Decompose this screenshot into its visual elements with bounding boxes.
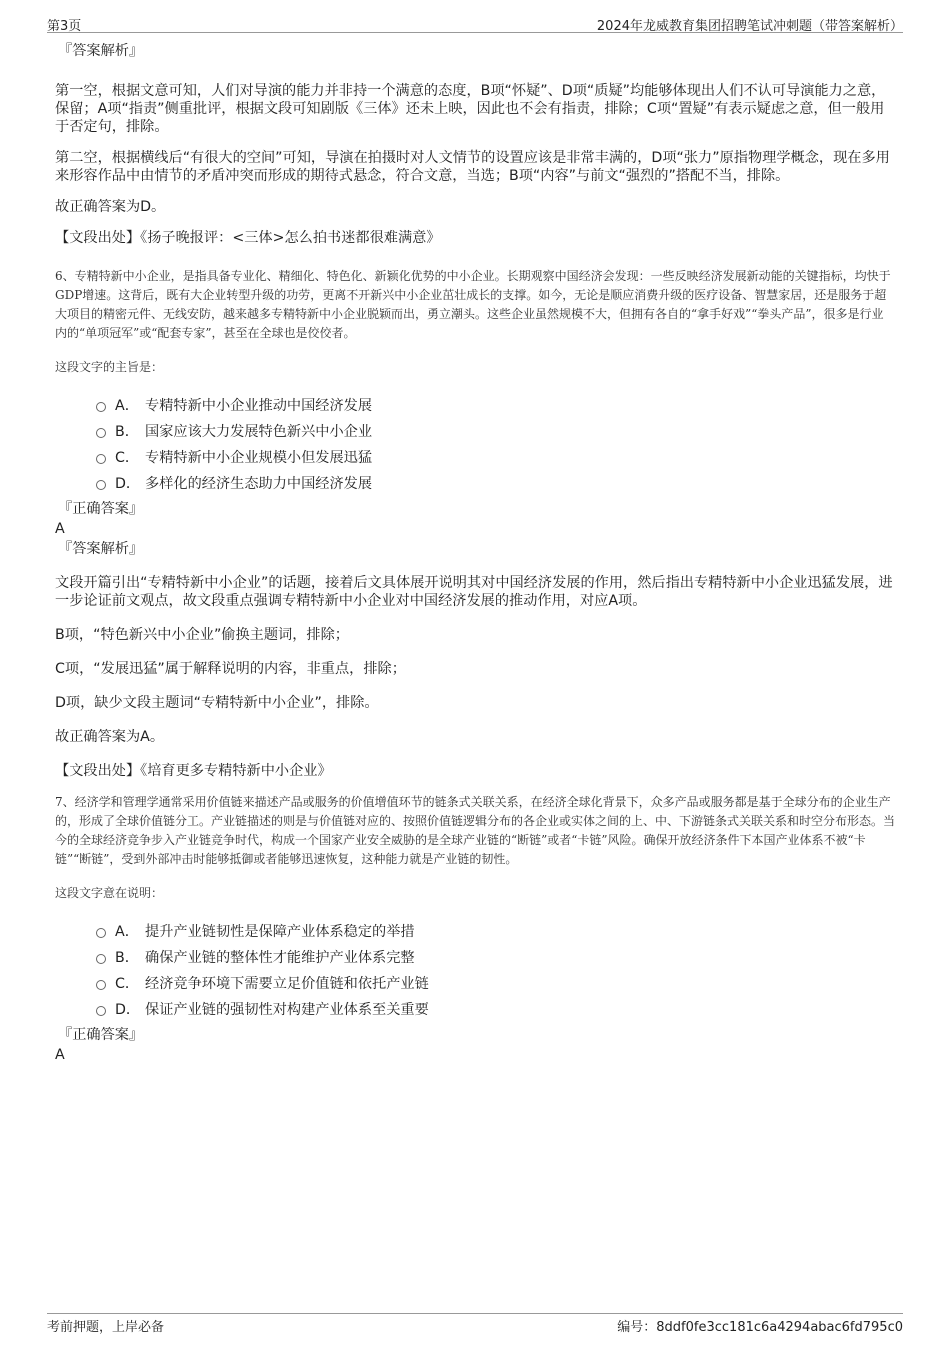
page-header xyxy=(47,12,903,33)
q5-analysis-label: 『答案解析』 xyxy=(58,43,144,59)
q6-options xyxy=(55,393,895,497)
q6-analysis-para1: 文段开篇引出“专精特新中小企业”的话题，接着后文具体展开说明其对中国经济发展的作用，然后指出专精特新中小企业迅猛发展，进一步论证前文观点，故文段重点强调专精特新中小企业对中国经济发展的推动作用，对应A项。 xyxy=(55,575,893,609)
document-code: 编号：8ddf0fe3cc181c6a4294abac6fd795c0 xyxy=(617,1320,903,1335)
q7-stem: 7、经济学和管理学通常采用价值链来描述产品或服务的价值增值环节的链条式关联关系，在经济全球化背景下，众多产品或服务都是基于全球分布的企业生产的，形成了全球价值链分工。产业链描述的则是与价值链对应的、按照价值链逻辑分布的各企业或实体之间的上、中、下游链条式关联关系和时空分布形态。当今的全球经济竞争步入产业链竞争时代，构成一个国家产业安全威胁的是全球产业链的“断链”或者“卡链”风险。确保开放经济条件下本国产业体系不被“卡链”“断链”，受到外部冲击时能够抵御或者能够迅速恢复，这种能力就是产业链的韧性。 xyxy=(55,795,896,866)
radio-icon[interactable] xyxy=(96,480,106,490)
q6-analysis-label: 『答案解析』 xyxy=(58,541,144,557)
q7-answer-label: 『正确答案』 xyxy=(58,1027,144,1043)
q5-analysis-para1: 第一空，根据文意可知，人们对导演的能力并非持一个满意的态度，B项“怀疑”、D项“质疑”均能够体现出人们不认可导演能力之意，保留；A项“指责”侧重批评，根据文段可知剧版《三体》还未上映，因此也不会有指责，排除；C项“置疑”有表示疑虑之意，但一般用于否定句，排除。 xyxy=(55,83,886,135)
q5-source: 【文段出处】《扬子晚报评：<三体>怎么拍书迷都很难满意》 xyxy=(55,230,441,246)
q6-source: 【文段出处】《培育更多专精特新中小企业》 xyxy=(55,763,332,779)
q7-option-b[interactable]: B． 确保产业链的整体性才能维护产业体系完整 xyxy=(55,945,895,971)
q7-option-a[interactable]: A． 提升产业链韧性是保障产业体系稳定的举措 xyxy=(55,919,895,945)
q5-conclusion: 故正确答案为D。 xyxy=(55,199,166,215)
q5-analysis-para2: 第二空，根据横线后“有很大的空间”可知，导演在拍摄时对人文情节的设置应该是非常丰满的，D项“张力”原指物理学概念，现在多用来形容作品中由情节的矛盾冲突而形成的期待式悬念，符合文意，当选；B项“内容”与前文“强烈的”搭配不当，排除。 xyxy=(55,150,890,184)
q6-analysis-para2: B项，“特色新兴中小企业”偷换主题词，排除； xyxy=(55,627,349,643)
q6-analysis-para4: D项，缺少文段主题词“专精特新中小企业”，排除。 xyxy=(55,695,379,711)
q7-option-c[interactable]: C． 经济竞争环境下需要立足价值链和依托产业链 xyxy=(55,971,895,997)
footer-slogan: 考前押题，上岸必备 xyxy=(47,1320,165,1335)
q6-stem: 6、专精特新中小企业，是指具备专业化、精细化、特色化、新颖化优势的中小企业。长期观察中国经济会发现：一些反映经济发展新动能的关键指标，均快于GDP增速。这背后，既有大企业转型升级的功劳，更离不开新兴中小企业茁壮成长的支撑。如今，无论是顺应消费升级的医疗设备、智慧家居，还是服务于超大项目的精密元件、无线安防，越来越多专精特新中小企业脱颖而出，勇立潮头。这些企业虽然规模不大，但拥有各自的“拿手好戏”“拳头产品”，很多是行业内的“单项冠军”或“配套专家”，甚至在全球也是佼佼者。 xyxy=(55,269,891,340)
page-footer xyxy=(47,1313,903,1334)
q7-option-d[interactable]: D． 保证产业链的强韧性对构建产业体系至关重要 xyxy=(55,997,895,1023)
radio-icon[interactable] xyxy=(96,1006,106,1016)
q7-options xyxy=(55,919,895,1023)
q7-question: 这段文字意在说明： xyxy=(55,886,164,900)
radio-icon[interactable] xyxy=(96,402,106,412)
document-title: 2024年龙威教育集团招聘笔试冲刺题（带答案解析） xyxy=(596,19,903,34)
radio-icon[interactable] xyxy=(96,428,106,438)
radio-icon[interactable] xyxy=(96,928,106,938)
q6-question: 这段文字的主旨是： xyxy=(55,360,164,374)
radio-icon[interactable] xyxy=(96,954,106,964)
radio-icon[interactable] xyxy=(96,980,106,990)
q6-answer-label: 『正确答案』 xyxy=(58,501,144,517)
q6-option-c[interactable]: C． 专精特新中小企业规模小但发展迅猛 xyxy=(55,445,895,471)
q6-conclusion: 故正确答案为A。 xyxy=(55,729,165,745)
q6-option-b[interactable]: B． 国家应该大力发展特色新兴中小企业 xyxy=(55,419,895,445)
page-number: 第3页 xyxy=(47,19,82,34)
q6-answer: A xyxy=(55,521,65,537)
q6-option-d[interactable]: D． 多样化的经济生态助力中国经济发展 xyxy=(55,471,895,497)
radio-icon[interactable] xyxy=(96,454,106,464)
q6-option-a[interactable]: A． 专精特新中小企业推动中国经济发展 xyxy=(55,393,895,419)
q6-analysis-para3: C项，“发展迅猛”属于解释说明的内容，非重点，排除； xyxy=(55,661,406,677)
page-content xyxy=(55,42,895,1064)
q7-answer: A xyxy=(55,1047,65,1063)
